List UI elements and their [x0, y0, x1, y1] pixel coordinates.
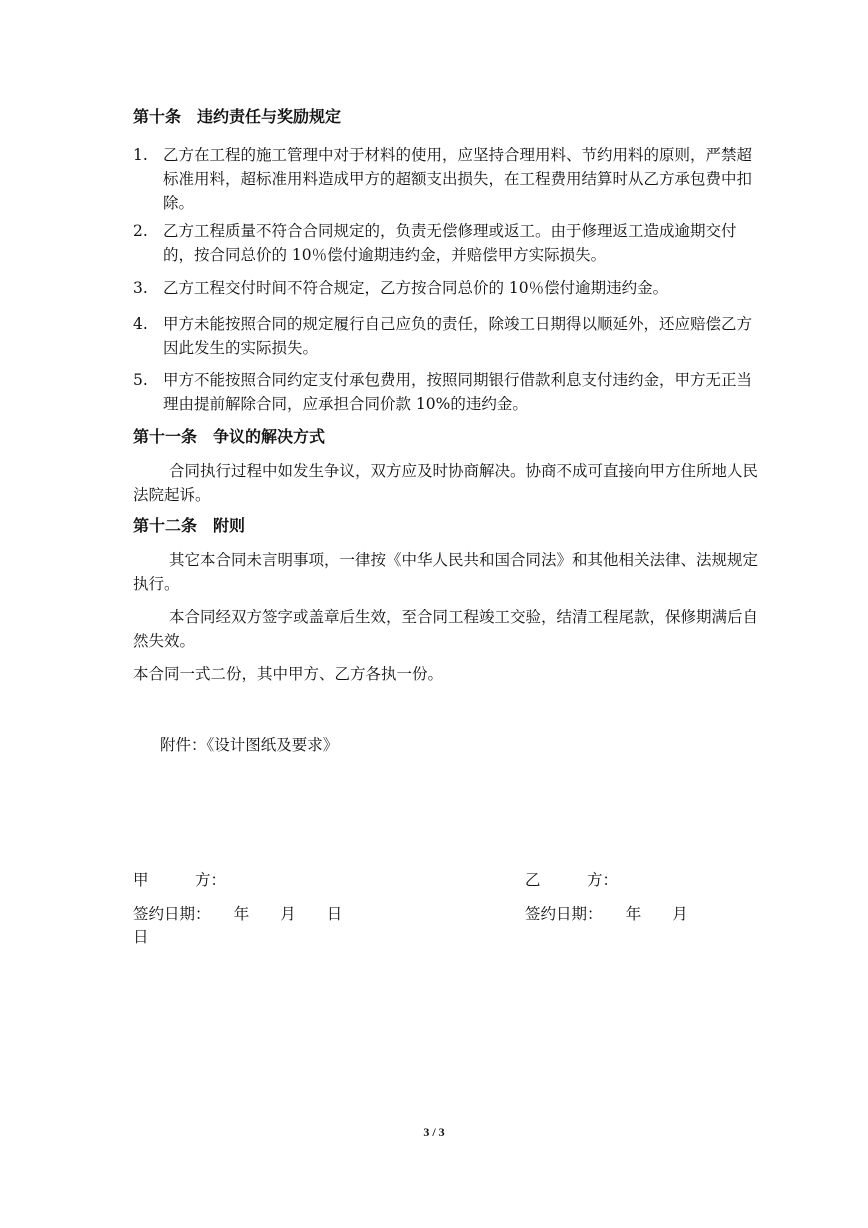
- article10-heading: 第十条 违约责任与奖励规定: [133, 107, 342, 126]
- item-number: 5.: [133, 371, 148, 389]
- party-a-sign-date: 签约日期： 年 月 日: [133, 905, 343, 923]
- item-text: 乙方工程质量不符合合同规定的，负责无偿修理或返工。由于修理返工造成逾期交付的，按合同总价的 10％偿付逾期违约金，并赔偿甲方实际损失。: [163, 222, 737, 264]
- item-number: 2.: [133, 222, 148, 240]
- party-b-sign-date-wrap: 日: [133, 928, 149, 946]
- item-number: 1.: [133, 146, 148, 164]
- copies-statement: 本合同一式二份，其中甲方、乙方各执一份。: [133, 665, 444, 683]
- party-a-label: 甲 方：: [133, 871, 227, 889]
- party-b-label: 乙 方：: [525, 871, 619, 889]
- article12-heading: 第十二条 附则: [133, 516, 246, 535]
- attachment-line: 附件：《设计图纸及要求》: [160, 736, 339, 754]
- article10-item-4: [133, 312, 753, 360]
- article11-text: 合同执行过程中如发生争议，双方应及时协商解决。协商不成可直接向甲方住所地人民法院起诉。: [133, 462, 759, 504]
- item-text: 乙方在工程的施工管理中对于材料的使用，应坚持合理用料、节约用料的原则，严禁超标准用料，超标准用料造成甲方的超额支出损失，在工程费用结算时从乙方承包费中扣除。: [163, 146, 753, 212]
- page-number: 3 / 3: [423, 1125, 445, 1139]
- article10-item-5: [133, 368, 753, 416]
- article12-para-2: 本合同经双方签字或盖章后生效，至合同工程竣工交验，结清工程尾款，保修期满后自然失效。: [133, 608, 759, 650]
- article10-item-2: [133, 219, 753, 267]
- item-text: 甲方不能按照合同约定支付承包费用，按照同期银行借款利息支付违约金，甲方无正当理由提前解除合同，应承担合同价款 10%的违约金。: [163, 371, 753, 413]
- item-number: 4.: [133, 315, 148, 333]
- article12-para-1: 其它本合同未言明事项，一律按《中华人民共和国合同法》和其他相关法律、法规规定执行。: [133, 551, 759, 593]
- article10-item-3: [133, 276, 753, 300]
- party-b-sign-date: 签约日期： 年 月: [525, 905, 688, 923]
- item-text: 甲方未能按照合同的规定履行自己应负的责任，除竣工日期得以顺延外，还应赔偿乙方因此发生的实际损失。: [163, 315, 753, 357]
- item-text: 乙方工程交付时间不符合规定，乙方按合同总价的 10％偿付逾期违约金。: [163, 279, 669, 297]
- article10-item-1: [133, 143, 753, 215]
- article11-heading: 第十一条 争议的解决方式: [133, 427, 326, 446]
- item-number: 3.: [133, 279, 148, 297]
